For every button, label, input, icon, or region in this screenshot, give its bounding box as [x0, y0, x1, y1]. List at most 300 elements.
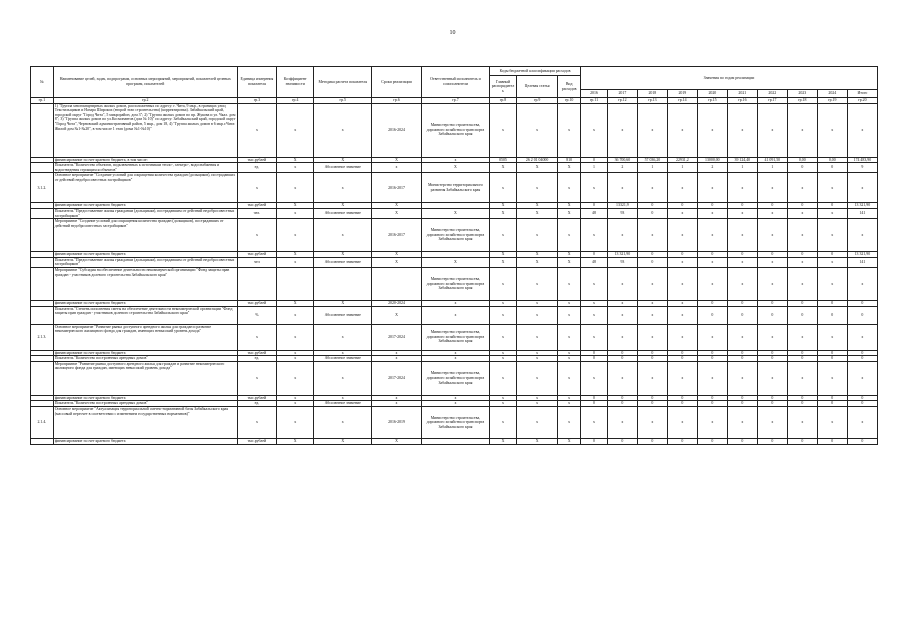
table-cell: 2 [697, 163, 727, 173]
header-values: Значения по годам реализации [581, 67, 878, 90]
table-cell: х [581, 267, 608, 300]
table-cell: 0 [757, 401, 787, 407]
table-cell: х [277, 219, 314, 252]
column-number: гр.9 [516, 98, 557, 104]
table-cell: х [516, 395, 557, 401]
header-resp: Ответственный исполнитель и соисполнители [421, 67, 489, 98]
table-cell: 0 [667, 356, 697, 362]
table-cell: х [237, 361, 276, 395]
table-cell: 41 091,50 [757, 157, 787, 163]
table-cell: х [421, 401, 489, 407]
table-cell: х [817, 324, 847, 350]
table-cell: х [314, 361, 372, 395]
table-cell: Х [490, 208, 517, 218]
row-name-cell: финансирование за счет краевого бюджета, в том числе: [53, 157, 237, 163]
table-cell [31, 267, 54, 300]
table-cell: х [697, 361, 727, 395]
table-cell: Х [314, 438, 372, 444]
table-cell: Х [277, 157, 314, 163]
table-cell: х [490, 395, 517, 401]
table-cell: 0 [787, 401, 817, 407]
table-cell: 0 [637, 350, 667, 356]
table-cell: 0 [727, 350, 757, 356]
table-cell: х [727, 208, 757, 218]
table-cell: х [277, 163, 314, 173]
table-cell: Абсолютное значение [314, 306, 372, 324]
table-cell: х [637, 406, 667, 438]
table-cell: 0 [757, 438, 787, 444]
column-number: гр.16 [727, 98, 757, 104]
row-name-cell: Мероприятие "Развитие рынка доступного арендного жилья для граждан и развитие некоммерческого жилищного фонда для граждан, имеющих невысокий уровень дохода" [53, 361, 237, 395]
table-cell: Х [372, 208, 422, 218]
table-cell: 13 321,90 [847, 252, 877, 258]
table-cell: х [757, 361, 787, 395]
header-term: Сроки реализации [372, 67, 422, 98]
column-number: гр.17 [757, 98, 787, 104]
table-row [31, 306, 878, 324]
table-cell: Х [421, 208, 489, 218]
table-cell: 810 [558, 157, 581, 163]
table-cell: х [558, 324, 581, 350]
table-cell: Х [372, 257, 422, 267]
table-cell: 2.1.4. [31, 406, 54, 438]
table-cell: х [581, 406, 608, 438]
table-cell: 0 [757, 300, 787, 306]
table-cell: 0 [847, 356, 877, 362]
table-cell: Министерство строительства, дорожного хозяйства и транспорта Забайкальского края [421, 406, 489, 438]
table-cell: Абсолютное значение [314, 163, 372, 173]
table-cell: х [277, 361, 314, 395]
table-cell: 1 [637, 163, 667, 173]
header-method: Методика расчета показателя [314, 67, 372, 98]
table-cell: х [607, 306, 637, 324]
column-number: гр.13 [637, 98, 667, 104]
table-cell: чел. [237, 208, 276, 218]
table-cell: х [372, 350, 422, 356]
table-row [31, 208, 878, 218]
table-cell: 0 [667, 350, 697, 356]
table-cell: 0 [581, 252, 608, 258]
table-cell: Х [277, 300, 314, 306]
table-cell: Министерство строительства, дорожного хозяйства и транспорта Забайкальского края [421, 324, 489, 350]
table-cell: Х [516, 252, 557, 258]
table-cell: 0 [697, 300, 727, 306]
table-cell: 0 [787, 300, 817, 306]
column-number: гр.20 [847, 98, 877, 104]
table-cell: х [277, 324, 314, 350]
table-cell: Х [372, 157, 422, 163]
table-cell: х [558, 267, 581, 300]
table-cell: тыс.рублей [237, 438, 276, 444]
table-cell: 0 [727, 395, 757, 401]
table-cell: Х [421, 257, 489, 267]
table-cell: х [607, 267, 637, 300]
table-cell: Х [314, 203, 372, 209]
table-cell: 0 [637, 438, 667, 444]
table-cell: 0 [757, 203, 787, 209]
header-year: 2023 [787, 90, 817, 98]
table-cell: 0 [637, 356, 667, 362]
table-cell: х [314, 350, 372, 356]
table-cell: х [314, 173, 372, 203]
table-cell: х [817, 267, 847, 300]
table-cell: х [667, 219, 697, 252]
table-cell: 0 [847, 401, 877, 407]
table-cell: х [277, 306, 314, 324]
table-cell: х [697, 267, 727, 300]
table-cell: Абсолютное значение [314, 401, 372, 407]
table-cell: 0 [817, 252, 847, 258]
column-number: гр.14 [667, 98, 697, 104]
table-cell: х [817, 406, 847, 438]
table-cell: х [490, 103, 517, 157]
table-cell: 0 [667, 395, 697, 401]
table-cell: х [817, 173, 847, 203]
table-cell: х [817, 103, 847, 157]
row-name-cell: Показатель "Предоставление жилья гражданам (дольщикам), пострадавшим от действий недобросовестных застройщиков" [53, 208, 237, 218]
table-cell: 0 [727, 306, 757, 324]
row-name-cell: Показатель "Количество объектов, подключенных к источникам тепло-, электро-, водоснабжения и водоотведения строящихся объектов" [53, 163, 237, 173]
table-cell: х [607, 406, 637, 438]
table-cell: 0 [817, 350, 847, 356]
table-cell: х [277, 406, 314, 438]
table-cell: Х [490, 257, 517, 267]
row-name-cell: Показатель "Предоставление жилья гражданам (дольщикам), пострадавшим от действий недобросовестных застройщиков" [53, 257, 237, 267]
column-number: гр.12 [607, 98, 637, 104]
table-cell: х [697, 324, 727, 350]
table-cell: 9 [847, 163, 877, 173]
table-cell: Х [516, 438, 557, 444]
table-cell: 0 [667, 438, 697, 444]
header-num: № [31, 67, 54, 98]
table-cell: х [372, 401, 422, 407]
table-cell: х [421, 356, 489, 362]
table-cell: 0 [817, 356, 847, 362]
table-cell: х [727, 406, 757, 438]
table-cell: 0 [847, 438, 877, 444]
table-header [31, 67, 878, 104]
table-cell: х [490, 219, 517, 252]
row-name-cell: Мероприятие "Создание условий для сокращения количества граждан (дольщиков), пострадавших от действий недобросовестных застройщиков" [53, 219, 237, 252]
table-cell: х [787, 406, 817, 438]
table-cell: 0 [757, 395, 787, 401]
table-cell: 0 [787, 306, 817, 324]
table-cell: х [516, 173, 557, 203]
row-name-cell: 1) "Группа многоквартирных жилых домов, расположенных по адресу: г. Чита, 9 мкр., в границах улиц Текстильщиков и Назара Широких (второй этап строительства) (корректировка). Забайкальский край, городской округ "Город Чита", 5 микрорайон, дом 3"; 2) "Группа жилых домов по пр. Жукова и ул. Чкал. дом 8"; 3) "Группа жилых домов по ул.Космонавтов (дом № 10)" по адресу: Забайкальский край, городской округ "Город Чита", Черновский административный район, 5 мкр., дом 18, 4) "Группа жилых домов в 6 мкр.г.Чита: Жилой дом №1-№20", в том числе 1 этап (дома №1-№10)" [53, 103, 237, 157]
column-number: гр.4 [277, 98, 314, 104]
table-cell: х [727, 173, 757, 203]
table-cell: Х [558, 252, 581, 258]
table-cell: х [847, 267, 877, 300]
table-cell: х [277, 173, 314, 203]
table-cell: х [490, 267, 517, 300]
table-cell: 22931,2 [667, 157, 697, 163]
table-cell: 0,00 [817, 157, 847, 163]
row-name-cell: Мероприятие "Субсидия на обеспечение деятельности некоммерческой организации "Фонд защиты прав граждан - участников долевого строительства Забайкальского края" [53, 267, 237, 300]
table-cell [277, 267, 314, 300]
table-cell: х [516, 356, 557, 362]
table-row [31, 406, 878, 438]
table-cell [237, 267, 276, 300]
table-cell: х [516, 103, 557, 157]
table-cell: Министерство строительства, дорожного хозяйства и транспорта Забайкальского края [421, 103, 489, 157]
table-cell: 0 [581, 356, 608, 362]
table-cell: Х [277, 438, 314, 444]
table-cell: х [421, 350, 489, 356]
table-cell: 0 [787, 438, 817, 444]
table-cell: х [817, 361, 847, 395]
program-table [30, 66, 878, 445]
table-cell: Х [277, 252, 314, 258]
table-cell [31, 361, 54, 395]
table-cell: Х [314, 300, 372, 306]
table-cell: х [277, 395, 314, 401]
table-cell: 0 [757, 356, 787, 362]
table-cell: 0 [697, 252, 727, 258]
table-cell: Х [421, 163, 489, 173]
table-cell: х [516, 219, 557, 252]
table-cell: х [490, 306, 517, 324]
table-cell: х [558, 219, 581, 252]
table-cell: х [697, 257, 727, 267]
table-cell: х [817, 257, 847, 267]
table-cell: х [421, 157, 489, 163]
table-cell: х [607, 324, 637, 350]
table-cell: Х [516, 163, 557, 173]
table-cell: 0 [757, 306, 787, 324]
row-name-cell: финансирование за счет краевого бюджета [53, 438, 237, 444]
table-cell: х [637, 219, 667, 252]
table-cell: х [490, 324, 517, 350]
table-cell: х [372, 356, 422, 362]
table-cell: Министерство строительства, дорожного хозяйства и транспорта Забайкальского края [421, 219, 489, 252]
table-cell: х [667, 257, 697, 267]
table-cell: х [277, 401, 314, 407]
table-cell: х [516, 300, 557, 306]
table-cell [314, 267, 372, 300]
table-cell: 0 [727, 438, 757, 444]
table-cell: х [490, 361, 517, 395]
table-cell: 0 [581, 157, 608, 163]
table-row [31, 267, 878, 300]
table-cell: х [581, 324, 608, 350]
table-cell: х [237, 173, 276, 203]
table-cell: Министерство строительства, дорожного хозяйства и транспорта Забайкальского края [421, 361, 489, 395]
table-cell [31, 103, 54, 157]
table-cell: х [847, 406, 877, 438]
table-cell: х [558, 173, 581, 203]
table-cell: х [637, 324, 667, 350]
table-row [31, 257, 878, 267]
table-cell: ед. [237, 401, 276, 407]
table-cell: 2020-2024 [372, 300, 422, 306]
row-name-cell: финансирование за счет краевого бюджета [53, 203, 237, 209]
table-cell: 1 [757, 163, 787, 173]
header-year: 2021 [727, 90, 757, 98]
header-name: Наименование целей, задач, подпрограмм, основных мероприятий, мероприятий, показателей целевых программ, показателей [53, 67, 237, 98]
table-cell: х [558, 401, 581, 407]
table-cell: 26 2 01 04000 [516, 157, 557, 163]
table-cell: Х [490, 252, 517, 258]
table-cell: х [516, 267, 557, 300]
column-number: гр.2 [53, 98, 237, 104]
table-cell: 0 [787, 163, 817, 173]
table-cell: х [817, 208, 847, 218]
table-cell: х [787, 257, 817, 267]
table-cell: тыс.рублей [237, 252, 276, 258]
table-cell: х [558, 361, 581, 395]
table-cell: х [558, 350, 581, 356]
table-cell: х [667, 103, 697, 157]
table-cell: 0 [757, 252, 787, 258]
table-cell: тыс.рублей [237, 300, 276, 306]
column-number: гр.1 [31, 98, 54, 104]
table-cell: х [667, 267, 697, 300]
header-code-type: Вид расходов [558, 76, 581, 98]
table-cell: х [757, 406, 787, 438]
table-cell: 0 [817, 300, 847, 306]
table-cell: 0 [637, 401, 667, 407]
table-cell: х [516, 306, 557, 324]
table-cell: х [667, 406, 697, 438]
table-cell: 13 321,90 [847, 203, 877, 209]
column-number: гр.3 [237, 98, 276, 104]
table-cell: 0 [697, 438, 727, 444]
table-cell: х [787, 361, 817, 395]
table-cell: Х [516, 257, 557, 267]
table-cell: х [697, 208, 727, 218]
column-number: гр.8 [490, 98, 517, 104]
table-cell: 0 [607, 350, 637, 356]
table-row [31, 103, 878, 157]
table-cell: х [237, 324, 276, 350]
table-cell: х [237, 219, 276, 252]
table-cell: х [787, 219, 817, 252]
table-cell: х [314, 103, 372, 157]
header-year: Итого [847, 90, 877, 98]
table-cell: 0 [697, 401, 727, 407]
table-cell: 2017-2024 [372, 324, 422, 350]
table-cell: х [847, 324, 877, 350]
table-cell: х [697, 406, 727, 438]
table-cell: х [490, 401, 517, 407]
table-cell [421, 438, 489, 444]
table-cell: 0 [817, 163, 847, 173]
page-number: 10 [449, 30, 456, 36]
table-cell: х [787, 103, 817, 157]
table-cell: 141 [847, 208, 877, 218]
table-cell: х [558, 300, 581, 306]
table-cell: х [757, 324, 787, 350]
table-cell: х [757, 103, 787, 157]
header-year: 2016 [581, 90, 608, 98]
table-cell: х [581, 173, 608, 203]
table-cell: Х [558, 163, 581, 173]
table-cell: 141 [847, 257, 877, 267]
table-cell: х [847, 173, 877, 203]
table-cell: 13000,00 [697, 157, 727, 163]
table-cell [372, 267, 422, 300]
table-cell: 2016-2017 [372, 219, 422, 252]
table-cell: х [757, 173, 787, 203]
table-cell: х [697, 103, 727, 157]
table-cell: Х [490, 438, 517, 444]
table-cell: х [277, 208, 314, 218]
table-cell: 0 [607, 395, 637, 401]
table-cell: Х [372, 252, 422, 258]
row-name-cell: финансирование за счет краевого бюджета [53, 252, 237, 258]
table-cell: Х [558, 257, 581, 267]
table-cell: 0 [787, 395, 817, 401]
table-cell: х [757, 257, 787, 267]
table-cell: х [558, 395, 581, 401]
table-cell: х [637, 361, 667, 395]
table-cell: х [607, 103, 637, 157]
table-cell: Х [558, 438, 581, 444]
table-cell: х [421, 306, 489, 324]
table-cell: 0 [667, 252, 697, 258]
table-cell: 93 [607, 257, 637, 267]
table-cell: % [237, 306, 276, 324]
table-cell: х [697, 173, 727, 203]
table-cell: х [667, 173, 697, 203]
table-cell: х [637, 103, 667, 157]
table-cell: х [516, 361, 557, 395]
header-codes: Коды бюджетной классификации расходов [490, 67, 581, 76]
table-cell: 0 [847, 306, 877, 324]
table-cell: 2016-2017 [372, 173, 422, 203]
table-cell [31, 208, 54, 218]
table-cell: Х [277, 203, 314, 209]
table-cell: 0 [637, 257, 667, 267]
table-cell: х [558, 356, 581, 362]
table-cell: х [757, 208, 787, 218]
table-cell: 2017-2024 [372, 361, 422, 395]
table-cell: 0 [697, 306, 727, 324]
row-name-cell: финансирование за счет краевого бюджета [53, 395, 237, 401]
table-cell [31, 257, 54, 267]
table-cell: 2.1.3. [31, 324, 54, 350]
table-cell: х [581, 103, 608, 157]
table-cell: 0 [727, 252, 757, 258]
table-cell: 0 [757, 350, 787, 356]
row-name-cell: Показатель "Количество построенных арендных домов" [53, 356, 237, 362]
column-number: гр.6 [372, 98, 422, 104]
table-cell: х [277, 257, 314, 267]
table-cell: 0 [847, 300, 877, 306]
table-cell [31, 438, 54, 444]
row-name-cell: Основное мероприятие "Развитие рынка доступного арендного жилья для граждан и развитие некоммерческого жилищного фонда для граждан, имеющих невысокий уровень дохода" [53, 324, 237, 350]
table-cell: х [727, 103, 757, 157]
table-cell: х [757, 219, 787, 252]
table-cell: 2016-2019 [372, 406, 422, 438]
table-cell: х [237, 406, 276, 438]
table-body [31, 103, 878, 444]
table-cell: х [727, 267, 757, 300]
table-row [31, 361, 878, 395]
table-cell: х [757, 267, 787, 300]
table-cell: х [490, 406, 517, 438]
header-year: 2017 [607, 90, 637, 98]
table-cell: 0 [787, 252, 817, 258]
table-cell: х [637, 267, 667, 300]
column-number: гр.19 [817, 98, 847, 104]
table-cell: Х [558, 203, 581, 209]
column-number: гр.10 [558, 98, 581, 104]
table-cell: Абсолютное значение [314, 257, 372, 267]
table-cell: Х [314, 252, 372, 258]
table-cell: х [490, 300, 517, 306]
